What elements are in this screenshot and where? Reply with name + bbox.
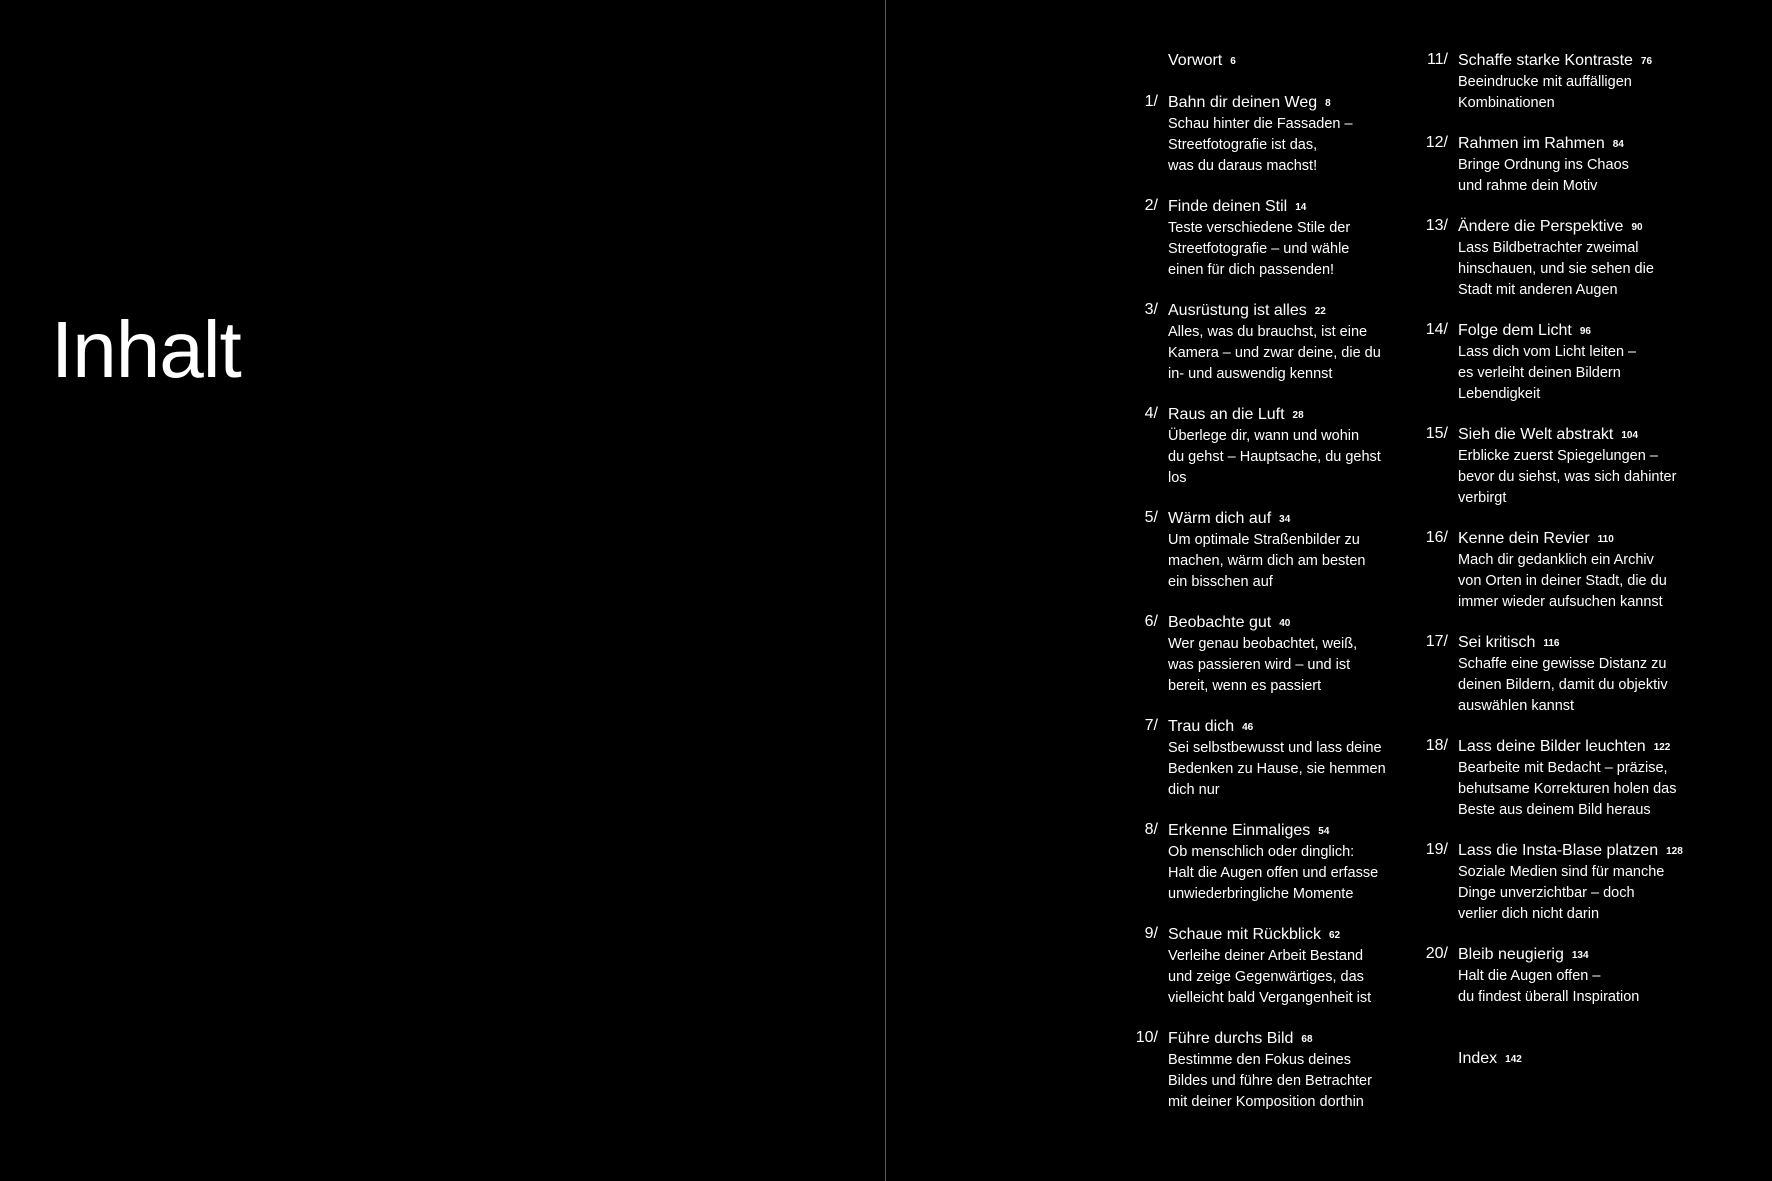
chapter-title: Folge dem Licht [1458, 322, 1572, 339]
toc-entry [1092, 924, 1392, 1028]
page-number: 6 [1230, 56, 1236, 67]
page-number: 28 [1292, 410, 1304, 421]
chapter-number: 4/ [1144, 405, 1158, 422]
chapter-title: Raus an die Luft [1168, 406, 1285, 423]
chapter-description: Mach dir gedanklich ein Archiv von Orten in deiner Stadt, die du immer wieder aufsuchen kannst [1458, 552, 1667, 610]
chapter-number: 16/ [1425, 529, 1448, 546]
chapter-number: 14/ [1425, 321, 1448, 338]
chapter-description: Bringe Ordnung ins Chaos und rahme dein Motiv [1458, 157, 1629, 194]
toc-entry [1382, 840, 1682, 944]
toc-entry [1092, 612, 1392, 716]
chapter-title: Kenne dein Revier [1458, 530, 1590, 547]
toc-column-left [1092, 50, 1392, 1132]
toc-entry [1092, 820, 1392, 924]
toc-column-right [1382, 50, 1682, 1090]
chapter-title: Vorwort [1168, 52, 1223, 69]
chapter-number: 12/ [1425, 134, 1448, 151]
page-number: 90 [1631, 222, 1643, 233]
page-number: 54 [1318, 826, 1330, 837]
chapter-title: Beobachte gut [1168, 614, 1272, 631]
chapter-number: 9/ [1144, 925, 1158, 942]
chapter-number: 10/ [1135, 1029, 1158, 1046]
chapter-title: Bahn dir deinen Weg [1168, 94, 1318, 111]
chapter-title: Erkenne Einmaliges [1168, 822, 1311, 839]
chapter-number: 8/ [1144, 821, 1158, 838]
chapter-title: Schaffe starke Kontraste [1458, 52, 1633, 69]
toc-entry [1092, 716, 1392, 820]
toc-entry [1382, 320, 1682, 424]
page-number: 122 [1653, 742, 1671, 753]
chapter-title: Führe durchs Bild [1168, 1030, 1294, 1047]
chapter-number: 18/ [1425, 737, 1448, 754]
page-number: 142 [1505, 1054, 1522, 1065]
chapter-number: 13/ [1425, 217, 1448, 234]
toc-entry [1382, 736, 1682, 840]
chapter-description: Teste verschiedene Stile der Streetfotografie – und wähle einen für dich passenden! [1168, 220, 1351, 278]
page-number: 110 [1597, 534, 1614, 545]
chapter-description: Schau hinter die Fassaden – Streetfotografie ist das, was du daraus machst! [1168, 116, 1353, 174]
chapter-description: Sei selbstbewusst und lass deine Bedenken zu Hause, sie hemmen dich nur [1168, 740, 1386, 798]
chapter-number: 11/ [1426, 51, 1448, 68]
chapter-description: Alles, was du brauchst, ist eine Kamera – und zwar deine, die du in- und auswendig kennst [1168, 324, 1381, 382]
chapter-title: Ausrüstung ist alles [1168, 302, 1307, 319]
toc-entry [1092, 196, 1392, 300]
toc-entry [1382, 944, 1682, 1048]
page-number: 68 [1301, 1034, 1313, 1045]
chapter-number: 6/ [1144, 613, 1158, 630]
toc-entry [1382, 216, 1682, 320]
chapter-description: Lass Bildbetrachter zweimal hinschauen, und sie sehen die Stadt mit anderen Augen [1458, 240, 1654, 298]
chapter-description: Soziale Medien sind für manche Dinge unverzichtbar – doch verlier dich nicht darin [1458, 864, 1665, 922]
chapter-number: 1/ [1144, 93, 1158, 110]
toc-entry [1382, 424, 1682, 528]
chapter-title: Lass deine Bilder leuchten [1458, 738, 1646, 755]
page-number: 134 [1571, 950, 1589, 961]
toc-entry [1382, 528, 1682, 632]
chapter-number: 19/ [1425, 841, 1448, 858]
toc-entry [1092, 92, 1392, 196]
chapter-number: 17/ [1425, 633, 1448, 650]
page-number: 34 [1279, 514, 1291, 525]
chapter-description: Um optimale Straßenbilder zu machen, wärm dich am besten ein bisschen auf [1168, 532, 1366, 590]
page-number: 8 [1325, 98, 1331, 109]
chapter-description: Beeindrucke mit auffälligen Kombinationen [1458, 74, 1632, 111]
chapter-title: Wärm dich auf [1168, 510, 1272, 527]
chapter-description: Bearbeite mit Bedacht – präzise, behutsame Korrekturen holen das Beste aus deinem Bild heraus [1458, 760, 1677, 818]
chapter-title: Index [1458, 1050, 1498, 1067]
chapter-title: Schaue mit Rückblick [1168, 926, 1321, 943]
chapter-description: Schaffe eine gewisse Distanz zu deinen Bildern, damit du objektiv auswählen kannst [1458, 656, 1668, 714]
chapter-description: Erblicke zuerst Spiegelungen – bevor du siehst, was sich dahinter verbirgt [1458, 448, 1677, 506]
chapter-number: 3/ [1144, 301, 1158, 318]
chapter-title: Ändere die Perspektive [1458, 218, 1624, 235]
page-number: 96 [1579, 326, 1591, 337]
page-title: Inhalt [51, 305, 241, 394]
chapter-description: Lass dich vom Licht leiten – es verleiht deinen Bildern Lebendigkeit [1458, 344, 1637, 402]
chapter-number: 15/ [1425, 425, 1448, 442]
page-number: 22 [1314, 306, 1326, 317]
page-number: 128 [1666, 846, 1683, 857]
chapter-description: Bestimme den Fokus deines Bildes und führe den Betrachter mit deiner Komposition dorthin [1168, 1052, 1372, 1110]
page-number: 104 [1621, 430, 1639, 441]
chapter-description: Überlege dir, wann und wohin du gehst – Hauptsache, du gehst los [1168, 428, 1381, 486]
chapter-title: Sei kritisch [1458, 634, 1536, 651]
chapter-number: 7/ [1144, 717, 1158, 734]
page-number: 116 [1543, 638, 1560, 649]
chapter-title: Trau dich [1168, 718, 1235, 735]
chapter-description: Verleihe deiner Arbeit Bestand und zeige Gegenwärtiges, das vielleicht bald Vergangenheit ist [1168, 948, 1372, 1006]
chapter-title: Finde deinen Stil [1168, 198, 1288, 215]
toc-entry [1382, 1048, 1682, 1090]
toc-entry [1092, 1028, 1392, 1132]
chapter-title: Bleib neugierig [1458, 946, 1564, 963]
chapter-description: Halt die Augen offen – du findest überall Inspiration [1458, 968, 1640, 1005]
chapter-number: 5/ [1144, 509, 1158, 526]
toc-entry [1382, 50, 1682, 133]
toc-entry [1382, 133, 1682, 216]
chapter-number: 2/ [1144, 197, 1158, 214]
page-number: 76 [1640, 56, 1653, 67]
page-number: 46 [1242, 722, 1254, 733]
left-page [0, 0, 885, 1181]
page-number: 14 [1295, 202, 1307, 213]
toc-entry [1092, 50, 1392, 92]
page-number: 62 [1328, 930, 1341, 941]
toc-entry [1092, 404, 1392, 508]
chapter-number: 20/ [1425, 945, 1448, 962]
toc-entry [1092, 508, 1392, 612]
chapter-title: Lass die Insta-Blase platzen [1458, 842, 1659, 859]
chapter-description: Ob menschlich oder dinglich: Halt die Augen offen und erfasse unwiederbringliche Momente [1168, 844, 1379, 902]
chapter-title: Rahmen im Rahmen [1458, 135, 1605, 152]
toc-entry [1092, 300, 1392, 404]
toc-entry [1382, 632, 1682, 736]
page-number: 84 [1612, 139, 1624, 150]
chapter-description: Wer genau beobachtet, weiß, was passieren wird – und ist bereit, wenn es passiert [1168, 636, 1358, 694]
chapter-title: Sieh die Welt abstrakt [1458, 426, 1614, 443]
page-number: 40 [1279, 618, 1291, 629]
